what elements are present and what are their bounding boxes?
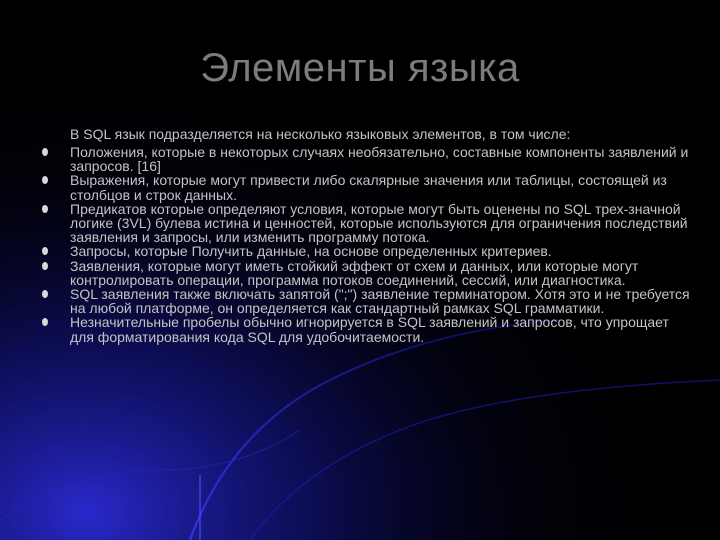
bullet-text: Запросы, которые Получить данные, на основе определенных критериев. bbox=[70, 243, 552, 260]
bullet-text: Незначительные пробелы обычно игнорируется в SQL заявлений и запросов, что упрощает для форматирования кода SQL для удобочитаемости. bbox=[70, 314, 669, 345]
bullet-dot-icon bbox=[42, 176, 48, 184]
bullet-dot-icon bbox=[42, 290, 48, 298]
bullet-text: Заявления, которые могут иметь стойкий эффект от схем и данных, или которые могут контролировать операции, программа потоков соединений, сессий, или диагностика. bbox=[70, 257, 639, 288]
bullet-item bbox=[40, 173, 690, 201]
bullet-item bbox=[40, 202, 690, 245]
bullet-text: Положения, которые в некоторых случаях необязательно, составные компоненты заявлений и запросов. [16] bbox=[70, 144, 689, 175]
bullet-dot-icon bbox=[42, 318, 48, 326]
bullet-dot-icon bbox=[42, 205, 48, 213]
bullet-dot-icon bbox=[42, 262, 48, 270]
slide-title: Элементы языка bbox=[200, 46, 520, 90]
bullet-text: SQL заявления также включать запятой (";") заявление терминатором. Хотя это и не требуется на любой платформе, он определяется как стандартный рамках SQL грамматики. bbox=[70, 286, 690, 317]
bullet-item bbox=[40, 315, 690, 343]
intro-text: В SQL язык подразделяется на несколько языковых элементов, в том числе: bbox=[70, 126, 571, 142]
bullet-item bbox=[40, 259, 690, 287]
bullet-list bbox=[40, 145, 690, 344]
bullet-text: Выражения, которые могут привести либо скалярные значения или таблицы, состоящей из столбцов и строк данных. bbox=[70, 172, 667, 203]
bullet-item bbox=[40, 244, 690, 258]
bullet-dot-icon bbox=[42, 247, 48, 255]
bullet-item bbox=[40, 145, 690, 173]
bullet-text: Предикатов которые определяют условия, которые могут быть оценены по SQL трех-значной логике (3VL) булева истина и ценностей, которые используются для ограничения последствий заявления и запросы, или изменить программу потока. bbox=[70, 200, 688, 246]
bullet-dot-icon bbox=[42, 148, 48, 156]
bullet-item bbox=[40, 287, 690, 315]
